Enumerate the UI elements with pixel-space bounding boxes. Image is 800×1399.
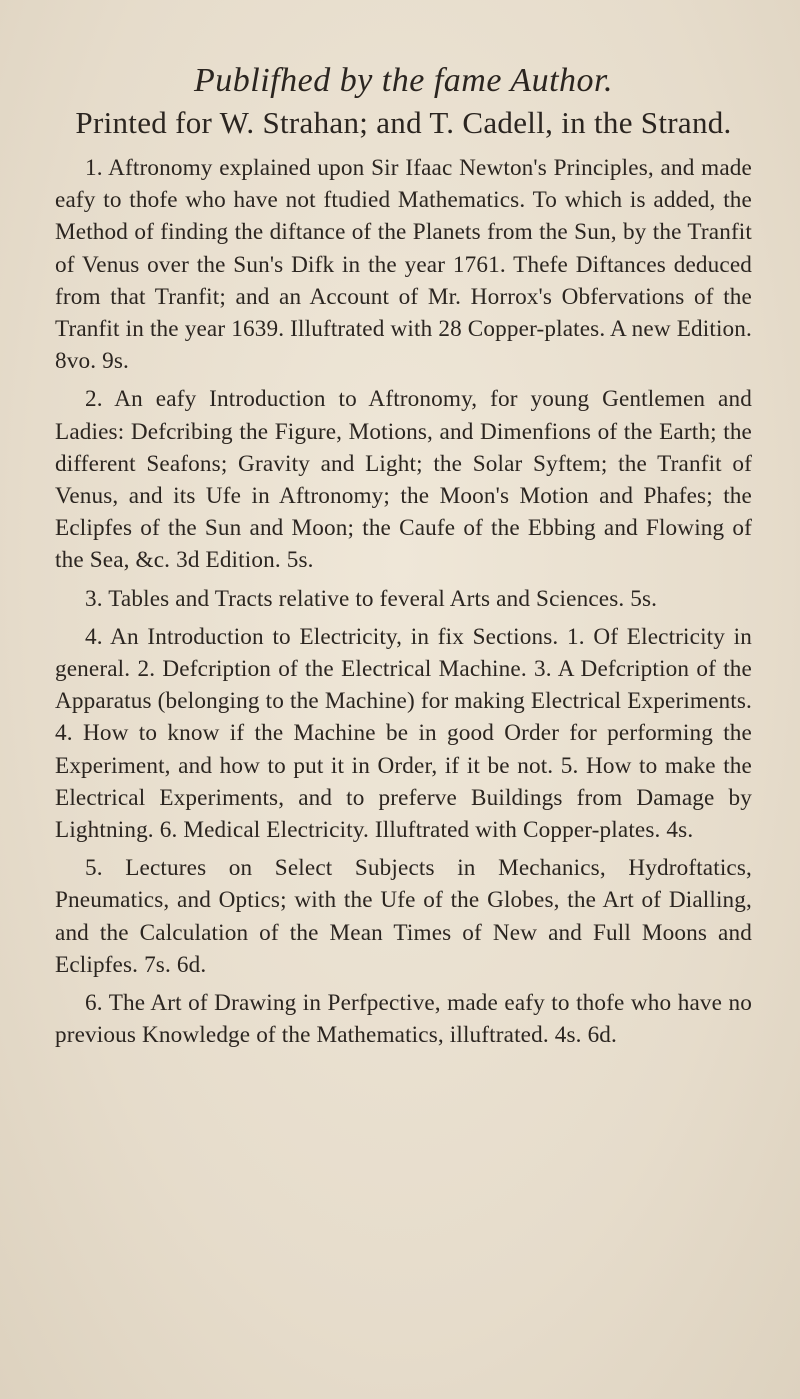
book-entry-2: 2. An eafy Introduction to Aftronomy, for young Gentlemen and Ladies: Defcribing the Figure, Motions, and Dimenfions of the Earth; the different Seafons; Gravity and Light; the Solar Syftem; the Tranfit of Venus, and its Ufe in Aftronomy; the Moon's Motion and Phafes; the Eclipfes of the Sun and Moon; the Caufe of the Ebbing and Flowing of the Sea, &c. 3d Edition. 5s. — [55, 386, 752, 574]
book-entry-1: 1. Aftronomy explained upon Sir Ifaac Newton's Principles, and made eafy to thofe who have not ftudied Mathematics. To which is added, the Method of finding the diftance of the Planets from the Sun, by the Tranfit of Venus over the Sun's Difk in the year 1761. Thefe Diftances deduced from that Tranfit; and an Account of Mr. Horrox's Obfervations of the Tranfit in the year 1639. Illuftrated with 28 Copper-plates. A new Edition. 8vo. 9s. — [55, 155, 752, 375]
publisher-heading: Publifhed by the fame Author. — [194, 62, 613, 99]
book-entry-5: 5. Lectures on Select Subjects in Mechanics, Hydroftatics, Pneumatics, and Optics; with the Ufe of the Globes, the Art of Dialling, and the Calculation of the Mean Times of New and Full Moons and Eclipfes. 7s. 6d. — [55, 855, 752, 978]
book-entry-6: 6. The Art of Drawing in Perfpective, made eafy to thofe who have no previous Knowledge of the Mathematics, illuftrated. 4s. 6d. — [55, 990, 752, 1049]
printer-line: Printed for W. Strahan; and T. Cadell, in the Strand. — [75, 105, 732, 140]
book-entry-4: 4. An Introduction to Electricity, in fix Sections. 1. Of Electricity in general. 2. Defcription of the Electrical Machine. 3. A Defcription of the Apparatus (belonging to the Machine) for making Electrical Experiments. 4. How to know if the Machine be in good Order for performing the Experiment, and how to put it in Order, if it be not. 5. How to make the Electrical Experiments, and to preferve Buildings from Damage by Lightning. 6. Medical Electricity. Illuftrated with Copper-plates. 4s. — [55, 623, 752, 844]
book-entry-3: 3. Tables and Tracts relative to feveral Arts and Sciences. 5s. — [85, 585, 658, 612]
book-list — [55, 152, 752, 1051]
